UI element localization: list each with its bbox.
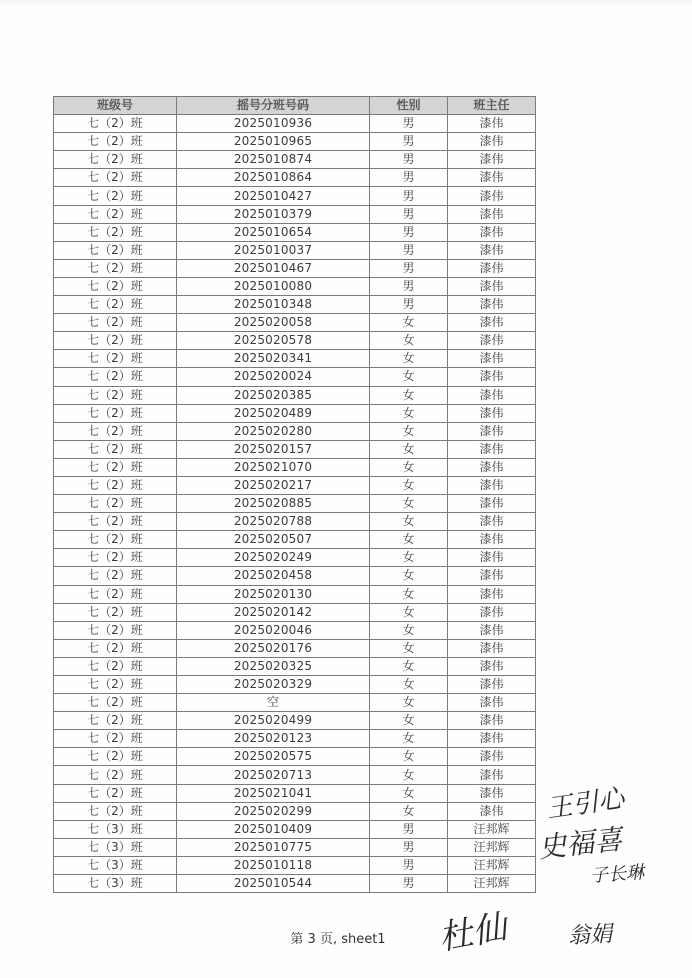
teacher-cell: 漆伟 — [448, 766, 536, 784]
lottery-number-cell: 2025020329 — [177, 676, 370, 694]
teacher-cell: 漆伟 — [448, 332, 536, 350]
lottery-number-cell: 2025010936 — [177, 115, 370, 133]
table-row — [54, 223, 536, 241]
class-cell: 七（2）班 — [54, 458, 177, 476]
class-cell: 七（2）班 — [54, 115, 177, 133]
table-row — [54, 513, 536, 531]
table-row — [54, 820, 536, 838]
class-cell: 七（3）班 — [54, 820, 177, 838]
lottery-number-cell: 2025010467 — [177, 259, 370, 277]
teacher-cell: 汪邦辉 — [448, 820, 536, 838]
lottery-number-cell: 2025020157 — [177, 440, 370, 458]
class-cell: 七（2）班 — [54, 314, 177, 332]
class-cell: 七（2）班 — [54, 332, 177, 350]
teacher-cell: 漆伟 — [448, 422, 536, 440]
gender-cell: 女 — [370, 784, 448, 802]
gender-cell: 女 — [370, 549, 448, 567]
table-row — [54, 495, 536, 513]
table-row — [54, 386, 536, 404]
class-cell: 七（2）班 — [54, 241, 177, 259]
teacher-cell: 汪邦辉 — [448, 838, 536, 856]
lottery-number-cell: 2025010864 — [177, 169, 370, 187]
teacher-cell: 汪邦辉 — [448, 875, 536, 893]
table-row — [54, 476, 536, 494]
table-row — [54, 766, 536, 784]
lottery-number-cell: 空 — [177, 694, 370, 712]
lottery-number-cell: 2025010654 — [177, 223, 370, 241]
signature-4: 杜仙 — [435, 907, 510, 959]
table-row — [54, 458, 536, 476]
table-row — [54, 549, 536, 567]
class-cell: 七（2）班 — [54, 802, 177, 820]
table-row — [54, 603, 536, 621]
table-row — [54, 694, 536, 712]
teacher-cell: 汪邦辉 — [448, 856, 536, 874]
header-class: 班级号 — [54, 97, 177, 115]
lottery-number-cell: 2025020142 — [177, 603, 370, 621]
gender-cell: 男 — [370, 296, 448, 314]
table-row — [54, 205, 536, 223]
table-row — [54, 241, 536, 259]
lottery-number-cell: 2025020123 — [177, 730, 370, 748]
table-row — [54, 259, 536, 277]
table-row — [54, 875, 536, 893]
gender-cell: 女 — [370, 368, 448, 386]
gender-cell: 男 — [370, 820, 448, 838]
teacher-cell: 漆伟 — [448, 115, 536, 133]
class-cell: 七（2）班 — [54, 476, 177, 494]
gender-cell: 女 — [370, 676, 448, 694]
teacher-cell: 漆伟 — [448, 657, 536, 675]
table-row — [54, 151, 536, 169]
class-cell: 七（2）班 — [54, 694, 177, 712]
class-cell: 七（2）班 — [54, 386, 177, 404]
header-lottery-number: 摇号分班号码 — [177, 97, 370, 115]
teacher-cell: 漆伟 — [448, 621, 536, 639]
gender-cell: 女 — [370, 495, 448, 513]
class-cell: 七（2）班 — [54, 766, 177, 784]
class-cell: 七（2）班 — [54, 223, 177, 241]
table-row — [54, 712, 536, 730]
table-row — [54, 133, 536, 151]
table-header-row — [54, 97, 536, 115]
teacher-cell: 漆伟 — [448, 476, 536, 494]
class-cell: 七（2）班 — [54, 712, 177, 730]
table-row — [54, 296, 536, 314]
teacher-cell: 漆伟 — [448, 440, 536, 458]
class-roster-table — [53, 96, 536, 893]
teacher-cell: 漆伟 — [448, 603, 536, 621]
header-teacher: 班主任 — [448, 97, 536, 115]
table-row — [54, 332, 536, 350]
table-row — [54, 856, 536, 874]
lottery-number-cell: 2025020046 — [177, 621, 370, 639]
table-row — [54, 639, 536, 657]
lottery-number-cell: 2025020885 — [177, 495, 370, 513]
teacher-cell: 漆伟 — [448, 495, 536, 513]
table-row — [54, 784, 536, 802]
signature-1: 王引心 — [544, 783, 627, 825]
lottery-number-cell: 2025020341 — [177, 350, 370, 368]
gender-cell: 女 — [370, 712, 448, 730]
gender-cell: 男 — [370, 277, 448, 295]
class-cell: 七（3）班 — [54, 838, 177, 856]
class-cell: 七（2）班 — [54, 296, 177, 314]
gender-cell: 女 — [370, 386, 448, 404]
table-row — [54, 115, 536, 133]
class-cell: 七（2）班 — [54, 169, 177, 187]
gender-cell: 男 — [370, 115, 448, 133]
gender-cell: 男 — [370, 838, 448, 856]
lottery-number-cell: 2025010037 — [177, 241, 370, 259]
teacher-cell: 漆伟 — [448, 151, 536, 169]
teacher-cell: 漆伟 — [448, 567, 536, 585]
class-cell: 七（2）班 — [54, 133, 177, 151]
lottery-number-cell: 2025010118 — [177, 856, 370, 874]
table-row — [54, 169, 536, 187]
header-gender: 性别 — [370, 97, 448, 115]
gender-cell: 男 — [370, 259, 448, 277]
lottery-number-cell: 2025020385 — [177, 386, 370, 404]
teacher-cell: 漆伟 — [448, 368, 536, 386]
table-row — [54, 404, 536, 422]
gender-cell: 女 — [370, 567, 448, 585]
class-cell: 七（2）班 — [54, 422, 177, 440]
class-cell: 七（2）班 — [54, 277, 177, 295]
teacher-cell: 漆伟 — [448, 223, 536, 241]
lottery-number-cell: 2025020325 — [177, 657, 370, 675]
gender-cell: 女 — [370, 422, 448, 440]
gender-cell: 女 — [370, 748, 448, 766]
gender-cell: 男 — [370, 856, 448, 874]
gender-cell: 女 — [370, 802, 448, 820]
gender-cell: 女 — [370, 458, 448, 476]
gender-cell: 女 — [370, 440, 448, 458]
table-row — [54, 838, 536, 856]
gender-cell: 男 — [370, 187, 448, 205]
class-cell: 七（2）班 — [54, 549, 177, 567]
class-cell: 七（2）班 — [54, 404, 177, 422]
teacher-cell: 漆伟 — [448, 205, 536, 223]
gender-cell: 女 — [370, 350, 448, 368]
teacher-cell: 漆伟 — [448, 802, 536, 820]
teacher-cell: 漆伟 — [448, 694, 536, 712]
gender-cell: 女 — [370, 476, 448, 494]
gender-cell: 女 — [370, 513, 448, 531]
lottery-number-cell: 2025021070 — [177, 458, 370, 476]
teacher-cell: 漆伟 — [448, 531, 536, 549]
teacher-cell: 漆伟 — [448, 404, 536, 422]
teacher-cell: 漆伟 — [448, 730, 536, 748]
lottery-number-cell: 2025020130 — [177, 585, 370, 603]
lottery-number-cell: 2025010775 — [177, 838, 370, 856]
class-cell: 七（2）班 — [54, 259, 177, 277]
teacher-cell: 漆伟 — [448, 296, 536, 314]
class-cell: 七（2）班 — [54, 151, 177, 169]
lottery-number-cell: 2025010965 — [177, 133, 370, 151]
teacher-cell: 漆伟 — [448, 458, 536, 476]
lottery-number-cell: 2025020280 — [177, 422, 370, 440]
lottery-number-cell: 2025020058 — [177, 314, 370, 332]
class-cell: 七（2）班 — [54, 513, 177, 531]
table-row — [54, 730, 536, 748]
lottery-number-cell: 2025020299 — [177, 802, 370, 820]
table-row — [54, 187, 536, 205]
gender-cell: 女 — [370, 585, 448, 603]
teacher-cell: 漆伟 — [448, 712, 536, 730]
class-cell: 七（2）班 — [54, 621, 177, 639]
class-cell: 七（2）班 — [54, 585, 177, 603]
class-cell: 七（2）班 — [54, 639, 177, 657]
lottery-number-cell: 2025020024 — [177, 368, 370, 386]
teacher-cell: 漆伟 — [448, 277, 536, 295]
lottery-number-cell: 2025010379 — [177, 205, 370, 223]
gender-cell: 女 — [370, 730, 448, 748]
table-row — [54, 277, 536, 295]
teacher-cell: 漆伟 — [448, 314, 536, 332]
lottery-number-cell: 2025020578 — [177, 332, 370, 350]
gender-cell: 女 — [370, 621, 448, 639]
table-row — [54, 802, 536, 820]
gender-cell: 男 — [370, 169, 448, 187]
gender-cell: 女 — [370, 766, 448, 784]
lottery-number-cell: 2025020507 — [177, 531, 370, 549]
lottery-number-cell: 2025020788 — [177, 513, 370, 531]
gender-cell: 女 — [370, 603, 448, 621]
table-row — [54, 314, 536, 332]
class-cell: 七（2）班 — [54, 748, 177, 766]
teacher-cell: 漆伟 — [448, 676, 536, 694]
teacher-cell: 漆伟 — [448, 386, 536, 404]
gender-cell: 女 — [370, 694, 448, 712]
gender-cell: 男 — [370, 205, 448, 223]
signature-5: 翁娟 — [567, 921, 613, 950]
class-cell: 七（2）班 — [54, 603, 177, 621]
table-row — [54, 676, 536, 694]
lottery-number-cell: 2025010544 — [177, 875, 370, 893]
lottery-number-cell: 2025010874 — [177, 151, 370, 169]
table-body — [54, 115, 536, 893]
class-cell: 七（2）班 — [54, 676, 177, 694]
table-row — [54, 748, 536, 766]
teacher-cell: 漆伟 — [448, 259, 536, 277]
gender-cell: 男 — [370, 223, 448, 241]
teacher-cell: 漆伟 — [448, 133, 536, 151]
table-row — [54, 350, 536, 368]
lottery-number-cell: 2025020176 — [177, 639, 370, 657]
gender-cell: 男 — [370, 151, 448, 169]
gender-cell: 女 — [370, 531, 448, 549]
class-cell: 七（3）班 — [54, 875, 177, 893]
teacher-cell: 漆伟 — [448, 639, 536, 657]
class-cell: 七（2）班 — [54, 440, 177, 458]
class-cell: 七（2）班 — [54, 350, 177, 368]
class-cell: 七（2）班 — [54, 730, 177, 748]
class-cell: 七（2）班 — [54, 495, 177, 513]
table-row — [54, 422, 536, 440]
class-cell: 七（2）班 — [54, 657, 177, 675]
teacher-cell: 漆伟 — [448, 350, 536, 368]
lottery-number-cell: 2025020489 — [177, 404, 370, 422]
lottery-number-cell: 2025020499 — [177, 712, 370, 730]
table-row — [54, 368, 536, 386]
lottery-number-cell: 2025021041 — [177, 784, 370, 802]
table-row — [54, 567, 536, 585]
table-row — [54, 657, 536, 675]
table-row — [54, 440, 536, 458]
teacher-cell: 漆伟 — [448, 513, 536, 531]
scan-edge-top — [0, 0, 692, 8]
teacher-cell: 漆伟 — [448, 187, 536, 205]
signature-3: 子长琳 — [589, 862, 645, 887]
gender-cell: 女 — [370, 314, 448, 332]
teacher-cell: 漆伟 — [448, 784, 536, 802]
class-cell: 七（2）班 — [54, 531, 177, 549]
signature-2: 史福喜 — [536, 822, 624, 865]
lottery-number-cell: 2025020217 — [177, 476, 370, 494]
gender-cell: 男 — [370, 133, 448, 151]
teacher-cell: 漆伟 — [448, 748, 536, 766]
lottery-number-cell: 2025010427 — [177, 187, 370, 205]
lottery-number-cell: 2025020458 — [177, 567, 370, 585]
gender-cell: 女 — [370, 404, 448, 422]
class-cell: 七（2）班 — [54, 784, 177, 802]
teacher-cell: 漆伟 — [448, 241, 536, 259]
class-cell: 七（2）班 — [54, 187, 177, 205]
gender-cell: 男 — [370, 875, 448, 893]
gender-cell: 女 — [370, 639, 448, 657]
teacher-cell: 漆伟 — [448, 585, 536, 603]
gender-cell: 男 — [370, 241, 448, 259]
table-row — [54, 585, 536, 603]
teacher-cell: 漆伟 — [448, 169, 536, 187]
lottery-number-cell: 2025020713 — [177, 766, 370, 784]
page-number-label: 第 3 页, sheet1 — [290, 932, 386, 947]
table-row — [54, 531, 536, 549]
table-row — [54, 621, 536, 639]
lottery-number-cell: 2025010348 — [177, 296, 370, 314]
lottery-number-cell: 2025020249 — [177, 549, 370, 567]
gender-cell: 女 — [370, 657, 448, 675]
lottery-number-cell: 2025010080 — [177, 277, 370, 295]
class-cell: 七（3）班 — [54, 856, 177, 874]
teacher-cell: 漆伟 — [448, 549, 536, 567]
class-cell: 七（2）班 — [54, 368, 177, 386]
gender-cell: 女 — [370, 332, 448, 350]
lottery-number-cell: 2025020575 — [177, 748, 370, 766]
lottery-number-cell: 2025010409 — [177, 820, 370, 838]
class-cell: 七（2）班 — [54, 567, 177, 585]
class-cell: 七（2）班 — [54, 205, 177, 223]
